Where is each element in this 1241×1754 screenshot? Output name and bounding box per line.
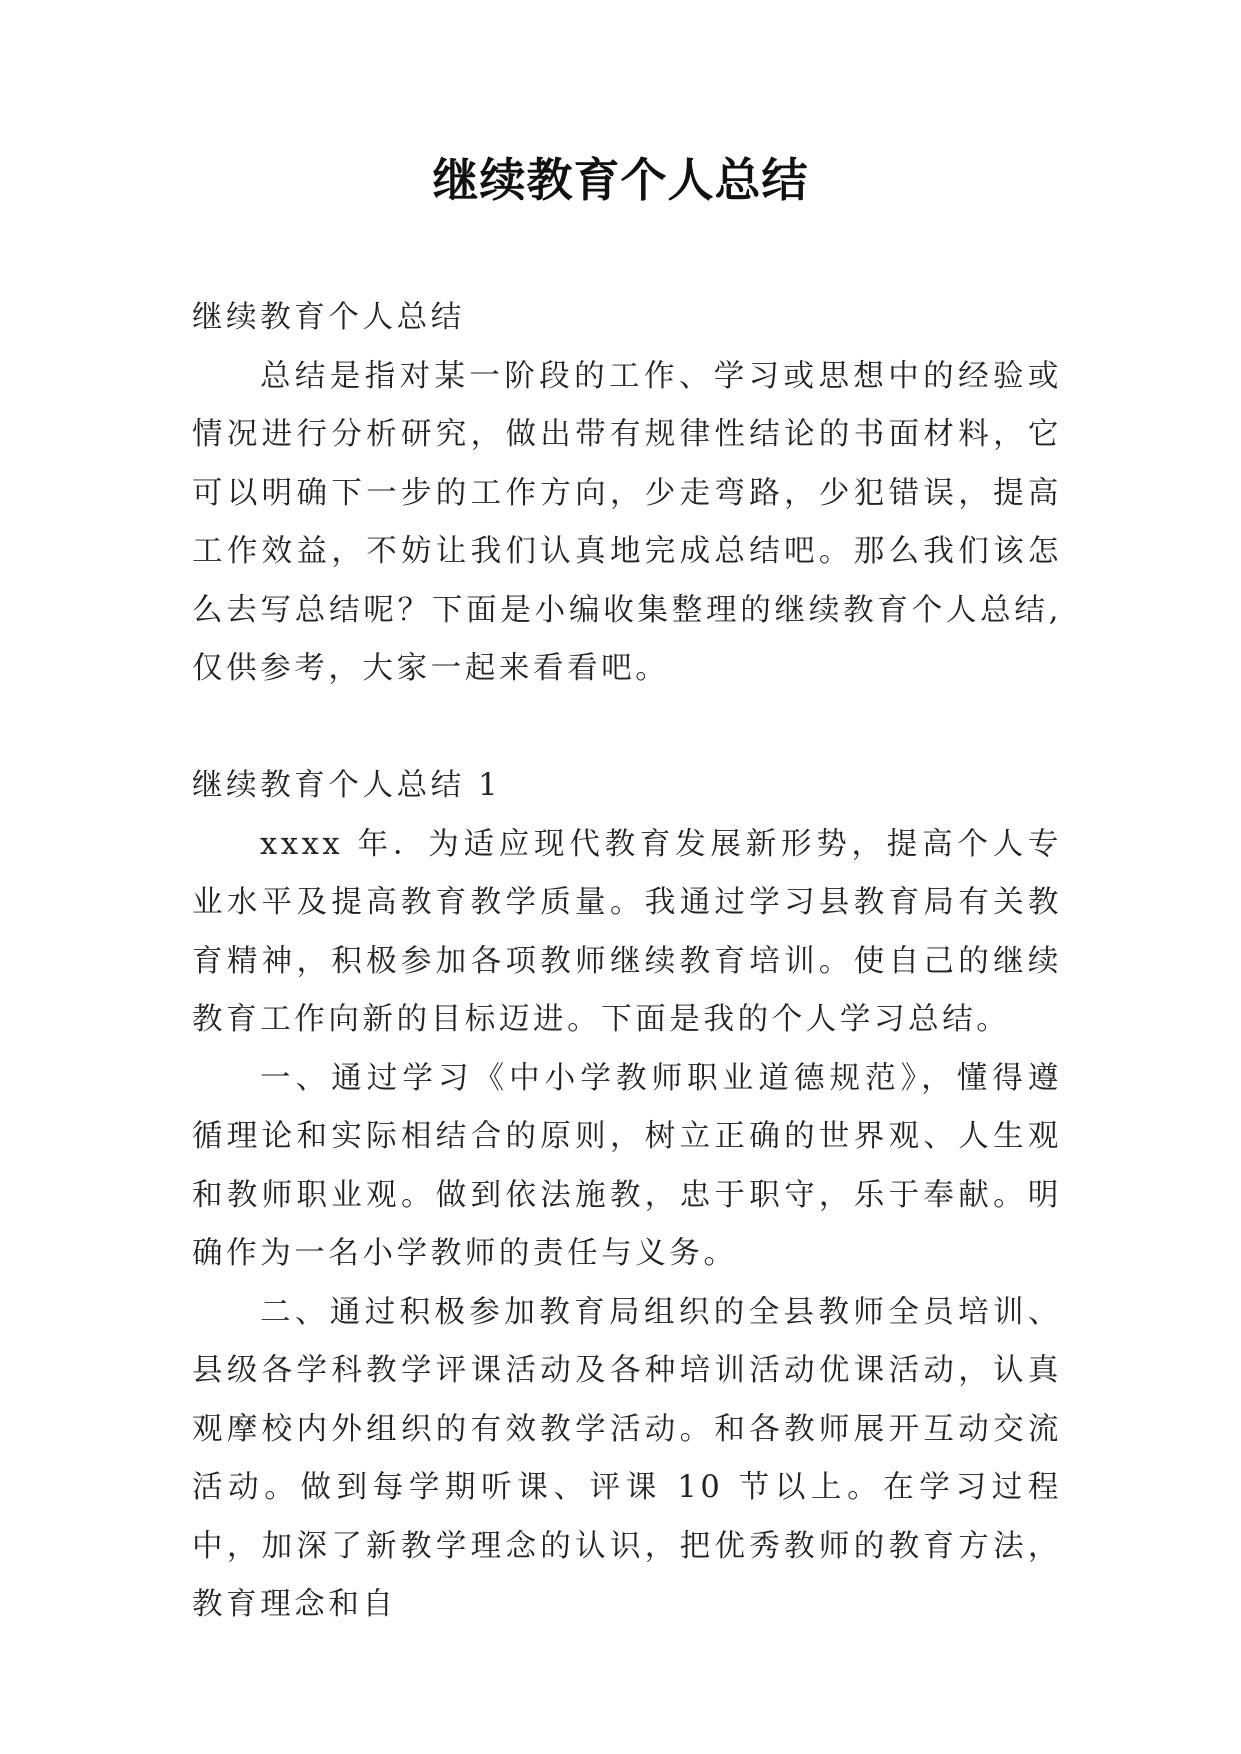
section-paragraph: xxxx 年．为适应现代教育发展新形势，提高个人专业水平及提高教育教学质量。我通过学习县教育局有关教育精神，积极参加各项教师继续教育培训。使自己的继续教育工作向新的目标迈进。下面是我的个人学习总结。 <box>192 826 1062 1037</box>
document-title: 继续教育个人总结 <box>432 153 809 207</box>
section-spacer <box>192 699 1062 758</box>
section-paragraph: 一、通过学习《中小学教师职业道德规范》，懂得遵循理论和实际相结合的原则，树立正确的世界观、人生观和教师职业观。做到依法施教，忠于职守，乐于奉献。明确作为一名小学教师的责任与义务。 <box>192 1060 1062 1271</box>
intro-paragraph: 总结是指对某一阶段的工作、学习或思想中的经验或情况进行分析研究，做出带有规律性结论的书面材料，它可以明确下一步的工作方向，少走弯路，少犯错误，提高工作效益，不妨让我们认真地完成总结吧。那么我们该怎么去写总结呢？下面是小编收集整理的继续教育个人总结,仅供参考，大家一起来看看吧。 <box>192 358 1062 686</box>
section-paragraph: 二、通过积极参加教育局组织的全县教师全员培训、县级各学科教学评课活动及各种培训活动优课活动，认真观摩校内外组织的有效教学活动。和各教师展开互动交流活动。做到每学期听课、评课 10 节以上。在学习过程中，加深了新教学理念的认识，把优秀教师的教育方法，教育理念和自 <box>192 1294 1062 1622</box>
section-heading: 继续教育个人总结 1 <box>192 768 502 803</box>
intro-heading: 继续教育个人总结 <box>192 300 465 335</box>
document-body <box>192 289 1062 1635</box>
